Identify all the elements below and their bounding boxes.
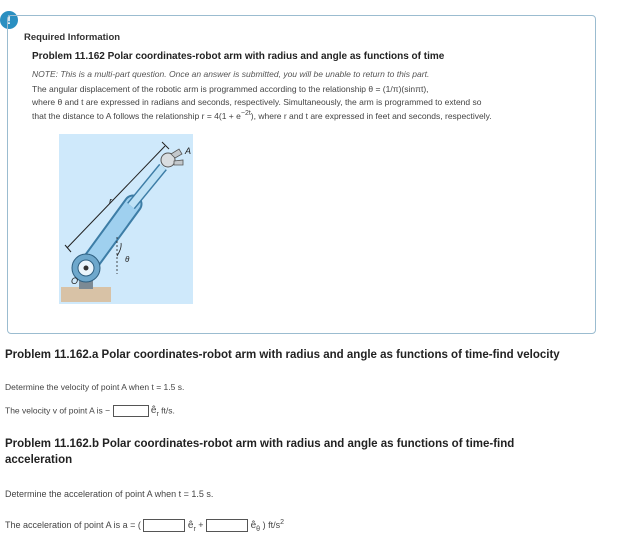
unit-vector-er: $ê_r$ xyxy=(150,405,159,419)
part-b-answer-prefix: The acceleration of point A is a = ( xyxy=(5,520,141,530)
unit-vector-er: $ê_r$ xyxy=(187,520,196,533)
unit-vector-etheta: $ê_\theta$ xyxy=(250,520,261,533)
description-line-1: The angular displacement of the robotic arm is programmed according to the relationship θ = (1/π)(sinπt), xyxy=(32,84,429,94)
figure-label-theta: θ xyxy=(125,255,130,264)
velocity-unit: ft/s. xyxy=(161,405,175,416)
note-text: NOTE: This is a multi-part question. Once an answer is submitted, you will be unable to return to this part. xyxy=(32,69,430,79)
part-a-answer-row xyxy=(5,405,175,418)
plus-sign: + xyxy=(198,520,204,530)
part-b-title: Problem 11.162.b Polar coordinates-robot arm with radius and angle as functions of time-find acceleration xyxy=(5,438,515,466)
acceleration-etheta-input[interactable] xyxy=(206,519,248,532)
figure-label-o: O xyxy=(71,276,79,286)
required-information-label: Required Information xyxy=(24,32,121,43)
figure-label-a: A xyxy=(184,146,191,156)
part-a-answer-prefix: The velocity v of point A is − xyxy=(5,405,111,416)
description-line-2: where θ and t are expressed in radians and seconds, respectively. Simultaneously, the arm is programmed to extend so xyxy=(32,97,482,107)
robot-arm-figure xyxy=(59,134,193,304)
acceleration-unit: ) $ft/s^2$ xyxy=(262,519,284,530)
problem-title: Problem 11.162 Polar coordinates-robot arm with radius and angle as functions of time xyxy=(32,51,445,62)
part-b-prompt: Determine the acceleration of point A when t = 1.5 s. xyxy=(5,489,214,499)
part-a-title: Problem 11.162.a Polar coordinates-robot arm with radius and angle as functions of time-find velocity xyxy=(5,349,560,361)
figure-label-r: r xyxy=(109,196,112,206)
part-a-prompt: Determine the velocity of point A when t = 1.5 s. xyxy=(5,382,185,392)
acceleration-er-input[interactable] xyxy=(143,519,185,532)
part-b-answer-row xyxy=(5,519,284,533)
velocity-input[interactable] xyxy=(113,405,149,417)
description-line-3: that the distance to A follows the relationship $r = 4(1 + e^{-2t})$, where r and t are expressed in feet and seconds, respectively. xyxy=(32,110,492,121)
alert-icon: ! xyxy=(0,11,18,29)
